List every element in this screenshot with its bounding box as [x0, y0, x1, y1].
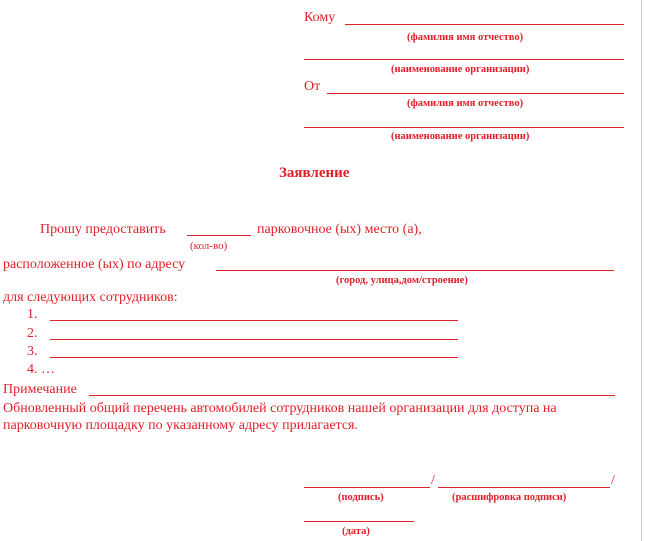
employee-item-2: 2. [27, 326, 38, 341]
date-caption: (дата) [342, 526, 370, 537]
signature-decode-caption: (расшифровка подписи) [452, 492, 567, 503]
page-edge [641, 0, 642, 541]
from-org-line [304, 127, 624, 128]
qty-line [187, 235, 251, 236]
to-name-caption: (фамилия имя отчество) [407, 32, 524, 43]
to-org-caption: (наименование организации) [391, 64, 530, 75]
date-line [304, 521, 414, 522]
request-suffix: парковочное (ых) место (а), [257, 222, 422, 237]
signature-slash-1: / [431, 473, 435, 488]
address-prefix: расположенное (ых) по адресу [3, 257, 186, 272]
to-name-line [345, 24, 624, 25]
from-name-caption: (фамилия имя отчество) [407, 98, 524, 109]
signature-caption: (подпись) [338, 492, 384, 503]
qty-caption: (кол-во) [190, 240, 228, 252]
address-line [216, 270, 614, 271]
employee-item-3: 3. [27, 344, 38, 359]
note-text-line-1: Обновленный общий перечень автомобилей сотрудников нашей организации для доступа на [3, 401, 557, 416]
employee-item-4: 4. … [27, 362, 55, 377]
from-label: От [304, 79, 321, 94]
employees-label: для следующих сотрудников: [3, 290, 178, 305]
note-text-line-2: парковочную площадку по указанному адресу прилагается. [3, 418, 358, 433]
employee-line-2 [50, 339, 458, 340]
employee-line-3 [50, 357, 458, 358]
signature-decode-line [438, 487, 610, 488]
document-title: Заявление [279, 165, 350, 181]
to-label: Кому [304, 10, 336, 25]
note-label: Примечание [3, 382, 77, 397]
from-name-line [327, 93, 624, 94]
employee-item-1: 1. [27, 307, 38, 322]
request-prefix: Прошу предоставить [40, 222, 166, 237]
signature-line [304, 487, 430, 488]
from-org-caption: (наименование организации) [391, 131, 530, 142]
to-org-line [304, 59, 624, 60]
employee-line-1 [50, 320, 458, 321]
address-caption: (город, улица,дом/строение) [336, 275, 468, 286]
signature-slash-2: / [611, 473, 615, 488]
note-line [89, 395, 615, 396]
